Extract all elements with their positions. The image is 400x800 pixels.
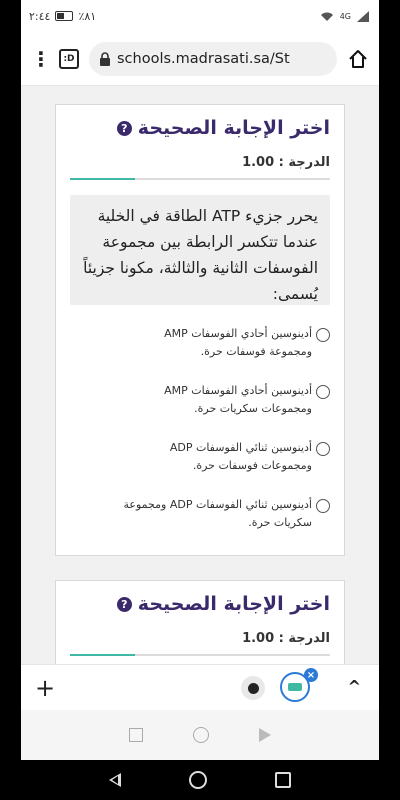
more-options-icon[interactable]: ⋮: [31, 46, 51, 71]
answer-option[interactable]: [70, 496, 330, 532]
extension-icon-inner: [288, 683, 302, 691]
lock-icon: [99, 52, 111, 66]
back-icon[interactable]: [109, 773, 121, 787]
question-card: [55, 104, 345, 556]
answer-option-label: أدينوسين أحادي الفوسفات AMP ومجموعات سكريات حرة.: [164, 384, 312, 415]
signal-type: 4G: [339, 11, 351, 21]
browser-bottom-bar: [21, 664, 379, 710]
signal-icon: [357, 11, 369, 22]
help-icon[interactable]: ?: [117, 121, 132, 136]
status-left: [29, 10, 96, 23]
recent-apps-icon[interactable]: [275, 772, 291, 788]
globe-icon-inner: [248, 683, 259, 694]
question-text: يحرر جزيء ATP الطاقة في الخلية عندما تتكسر الرابطة بين مجموعة الفوسفات الثانية والثالثة، مكونا جزيئاً يُسمى:: [70, 195, 330, 305]
status-bar: [21, 0, 379, 32]
status-time: ٢:٤٤: [29, 9, 51, 23]
answer-option-label: أدينوسين أحادي الفوسفات AMP ومجموعة فوسفات حرة.: [164, 327, 312, 358]
question-title-text: اختر الإجابة الصحيحة: [137, 593, 330, 615]
question-title: [117, 117, 330, 139]
answer-option[interactable]: [70, 439, 330, 475]
home-circle-icon[interactable]: [193, 727, 209, 743]
radio-button[interactable]: [316, 499, 330, 513]
inner-navigation-bar: [21, 710, 379, 760]
radio-button[interactable]: [316, 385, 330, 399]
question-grade: الدرجة : 1.00: [242, 155, 330, 170]
help-icon[interactable]: ?: [117, 597, 132, 612]
question-grade: الدرجة : 1.00: [242, 631, 330, 646]
battery-icon: [55, 11, 73, 21]
radio-button[interactable]: [316, 442, 330, 456]
status-right: [320, 11, 369, 22]
radio-button[interactable]: [316, 328, 330, 342]
globe-icon[interactable]: [241, 676, 265, 700]
battery-percent: ٪٨١: [78, 9, 97, 23]
page-content: [21, 86, 379, 664]
address-bar[interactable]: [89, 42, 337, 76]
phone-screen: [21, 0, 379, 760]
tab-count: :D: [63, 53, 75, 64]
tab-switcher-button[interactable]: [59, 49, 79, 69]
home-icon[interactable]: [347, 48, 369, 70]
new-tab-button[interactable]: +: [35, 673, 56, 702]
back-triangle-icon[interactable]: [259, 728, 271, 742]
home-button-icon[interactable]: [189, 771, 207, 789]
chevron-up-icon[interactable]: ^: [347, 677, 361, 696]
url-text: schools.madrasati.sa/St: [117, 50, 290, 67]
answer-option-label: أدينوسين ثنائي الفوسفات ADP ومجموعة سكريات حرة.: [123, 498, 312, 529]
system-navigation-bar: [0, 760, 400, 800]
wifi-icon: [320, 11, 334, 22]
answer-option[interactable]: [70, 382, 330, 418]
recents-icon[interactable]: [129, 728, 143, 742]
browser-toolbar: [21, 32, 379, 86]
question-card: [55, 580, 345, 664]
question-title-text: اختر الإجابة الصحيحة: [137, 117, 330, 139]
answer-option-label: أدينوسين ثنائي الفوسفات ADP ومجموعات فوسفات حرة.: [169, 441, 312, 472]
question-title: [117, 593, 330, 615]
answer-options: [70, 325, 330, 553]
close-icon[interactable]: ×: [304, 668, 318, 682]
divider: [70, 178, 330, 180]
answer-option[interactable]: [70, 325, 330, 361]
divider: [70, 654, 330, 656]
